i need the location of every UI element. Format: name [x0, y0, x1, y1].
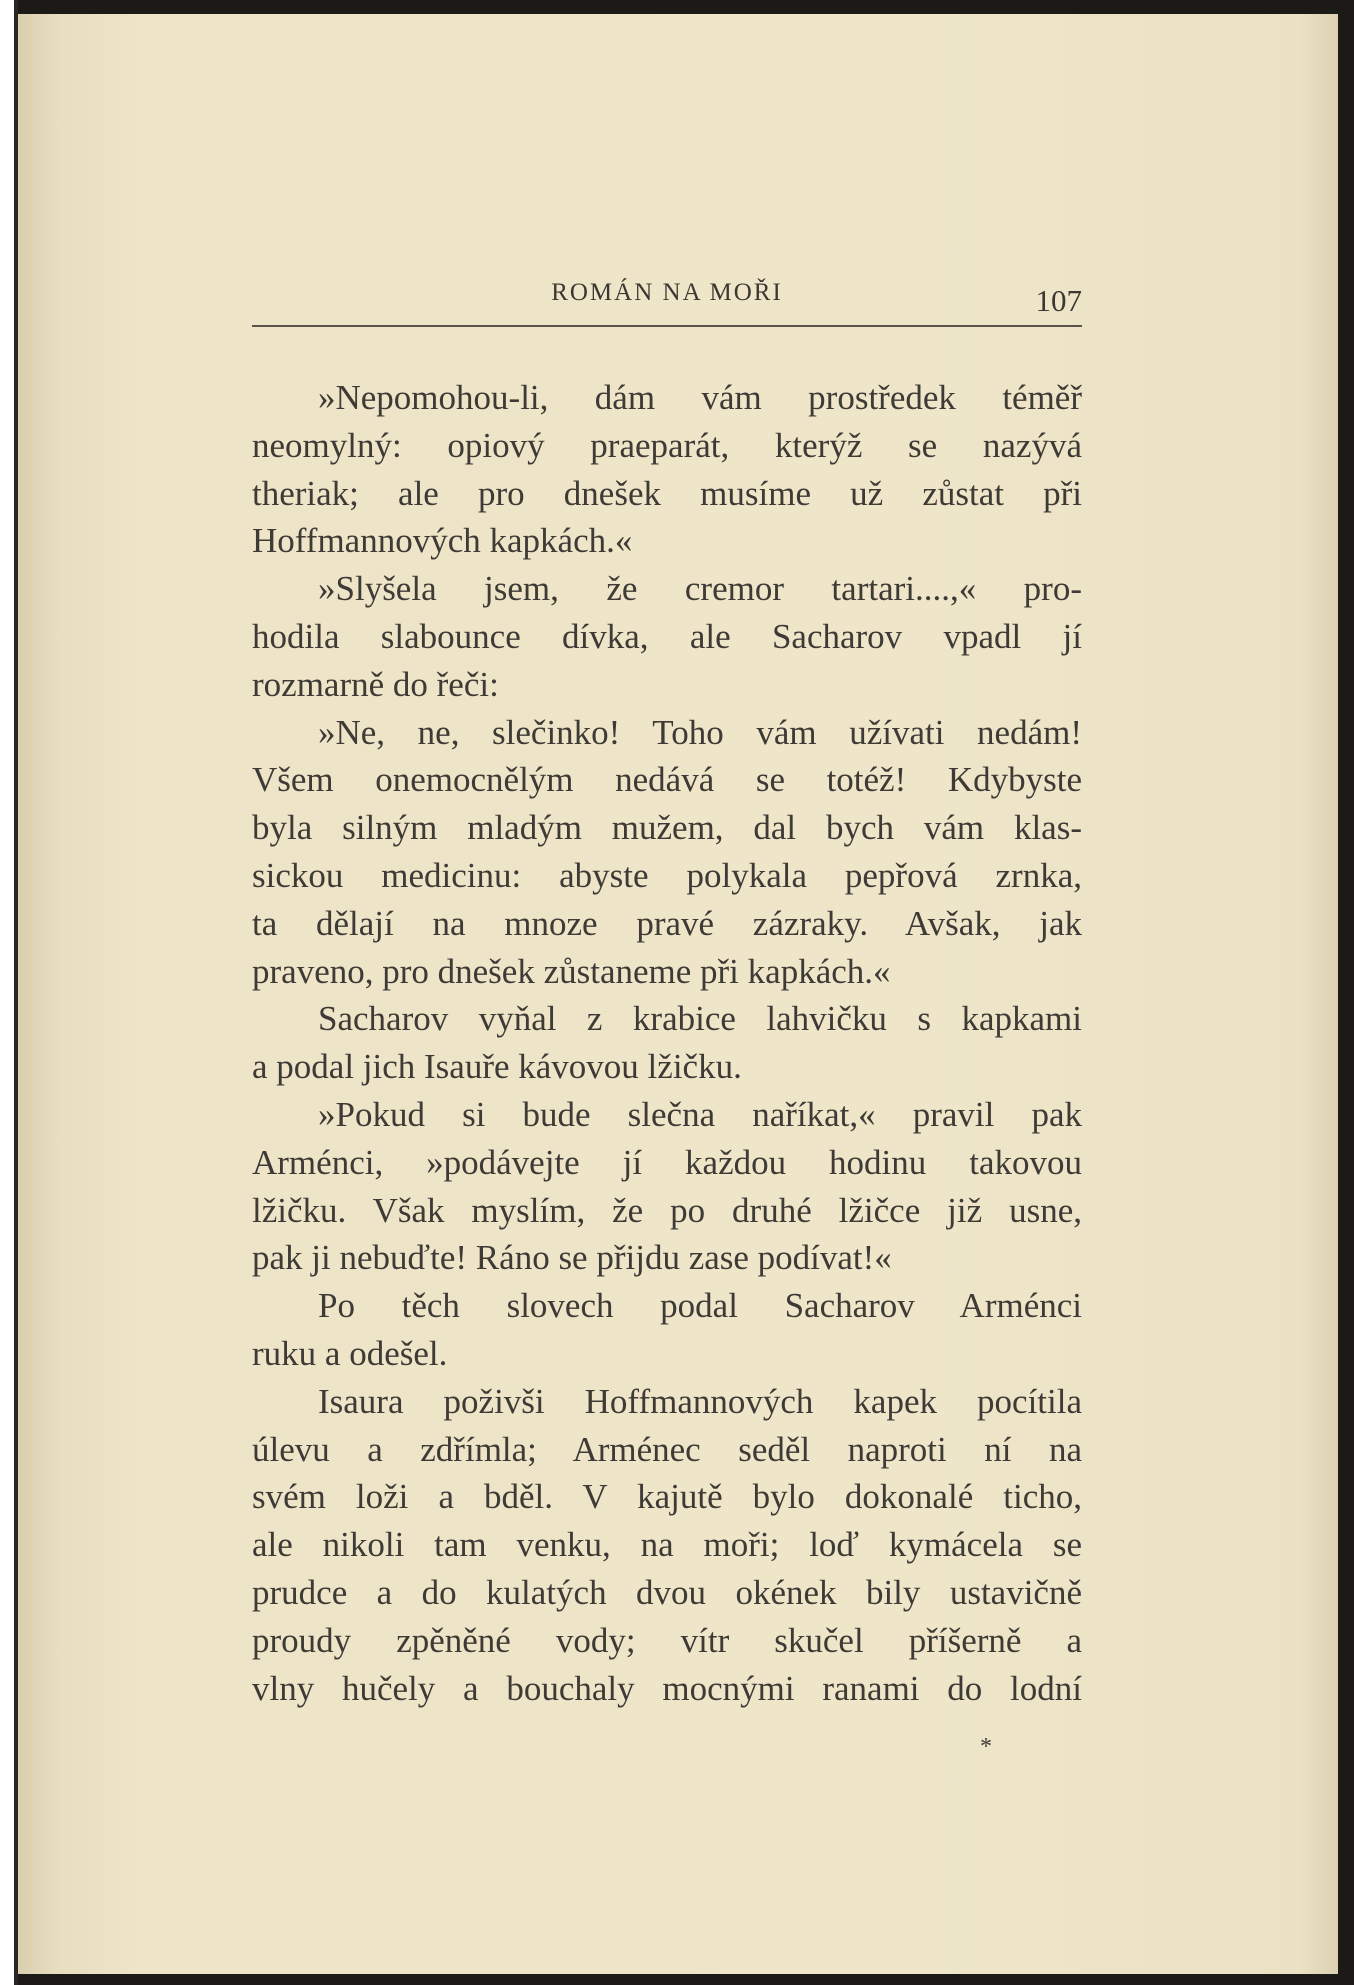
text-line: neomylný: opiový praeparát, kterýž se nazývá	[252, 425, 1082, 465]
text-line: hodila slabounce dívka, ale Sacharov vpadl jí	[252, 616, 1082, 656]
text-line: úlevu a zdřímla; Arménec seděl naproti ní na	[252, 1429, 1082, 1469]
text-line: a podal jich Isauře kávovou lžičku.	[252, 1047, 742, 1087]
text-line: Sacharov vyňal z krabice lahvičku s kapkami	[318, 999, 1082, 1039]
text-line: byla silným mladým mužem, dal bych vám klas-	[252, 808, 1082, 848]
text-line: praveno, pro dnešek zůstaneme při kapkách.«	[252, 951, 891, 991]
text-line: sickou medicinu: abyste polykala pepřová zrnka,	[252, 855, 1082, 895]
text-line: lžičku. Však myslím, že po druhé lžičce již usne,	[252, 1190, 1082, 1230]
text-line: pak ji nebuďte! Ráno se přijdu zase podívat!«	[252, 1238, 892, 1278]
text-line: Po těch slovech podal Sacharov Arménci	[318, 1286, 1082, 1326]
text-line: ta dělají na mnoze pravé zázraky. Avšak, jak	[252, 903, 1082, 943]
text-line: rozmarně do řeči:	[252, 664, 499, 704]
text-line: »Nepomohou-li, dám vám prostředek téměř	[318, 378, 1082, 417]
text-line: Všem onemocnělým nedává se totéž! Kdybyste	[252, 760, 1082, 800]
page-number: 107	[1035, 283, 1082, 318]
text-line: »Slyšela jsem, že cremor tartari....,« pro-	[318, 569, 1082, 609]
text-line: Arménci, »podávejte jí každou hodinu takovou	[252, 1142, 1082, 1182]
text-line: ale nikoli tam venku, na moři; loď kymácela se	[252, 1525, 1082, 1565]
text-line: proudy zpěněné vody; vítr skučel příšerně a	[252, 1620, 1082, 1660]
text-line: vlny hučely a bouchaly mocnými ranami do lodní	[252, 1668, 1082, 1708]
text-line: prudce a do kulatých dvou okének bily ustavičně	[252, 1572, 1082, 1612]
text-line: »Ne, ne, slečinko! Toho vám užívati nedám!	[318, 712, 1082, 752]
page-binding-gutter	[0, 0, 14, 1985]
text-line: theriak; ale pro dnešek musíme už zůstat při	[252, 473, 1082, 513]
running-title: ROMÁN NA MOŘI	[551, 279, 783, 306]
printer-signature-mark: *	[980, 1734, 992, 1760]
text-line: svém loži a bděl. V kajutě bylo dokonalé ticho,	[252, 1477, 1082, 1517]
text-line: Hoffmannových kapkách.«	[252, 521, 633, 561]
text-line: Isaura poživši Hoffmannových kapek pocítila	[318, 1381, 1082, 1421]
running-head	[252, 275, 1082, 327]
text-line: ruku a odešel.	[252, 1333, 448, 1373]
text-line: »Pokud si bude slečna naříkat,« pravil pak	[318, 1094, 1082, 1134]
body-text	[252, 374, 1082, 1712]
